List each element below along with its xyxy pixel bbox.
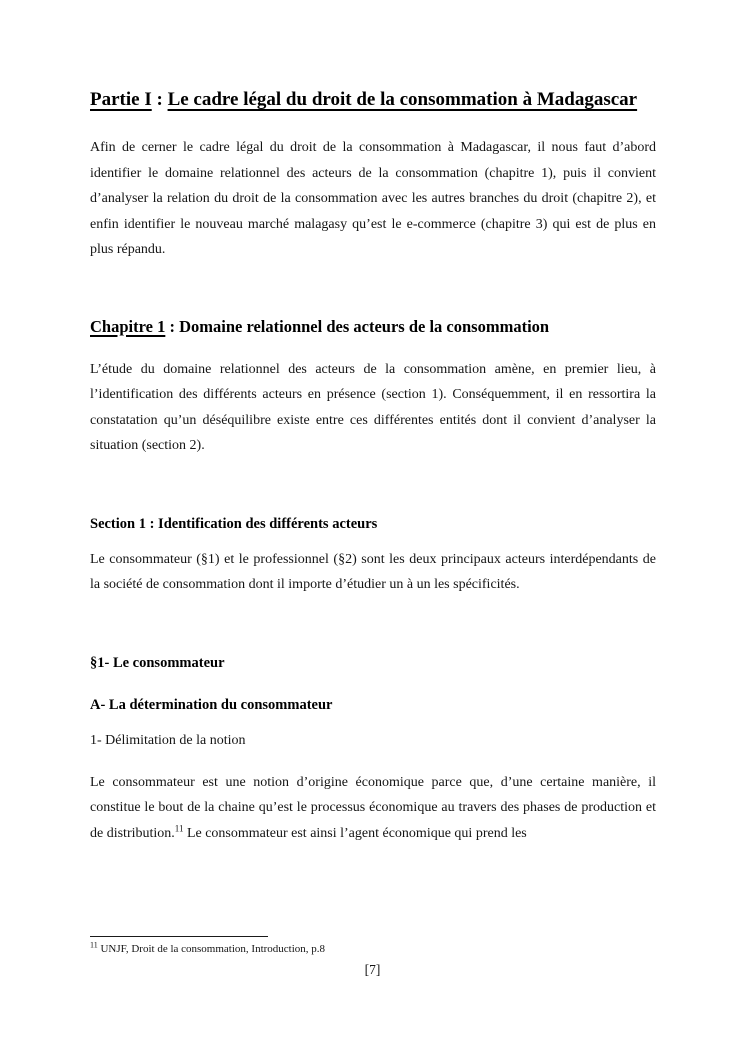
footnote-11-marker: 11 bbox=[90, 940, 98, 950]
chapter-1-title: : Domaine relationnel des acteurs de la consommation bbox=[165, 316, 550, 336]
footnote-separator-rule bbox=[90, 936, 268, 937]
footnote-reference-11: 11 bbox=[174, 822, 184, 833]
page-number: [7] bbox=[364, 962, 381, 977]
section-1-heading: Section 1 : Identification des différents acteurs bbox=[90, 515, 378, 532]
paragraph-1-heading: §1- Le consommateur bbox=[90, 654, 225, 671]
body-text-before-footnote: Le consommateur est une notion d’origine économique parce que, d’une certaine manière, il constitue le bout de la chaine qu’est le processus économique au travers des phases de production et de distribution. bbox=[90, 774, 656, 841]
title-main-text: Le cadre légal du droit de la consommation à Madagascar bbox=[167, 89, 638, 110]
intro-paragraph: Afin de cerner le cadre légal du droit de la consommation à Madagascar, il nous faut d’abord identifier le domaine relationnel des acteurs de la consommation (chapitre 1), puis il convient d’analyser la relation du droit de la consommation avec les autres branches du droit (chapitre 2), et enfin identifier le nouveau marché malagasy qu’est le e-commerce (chapitre 3) qui est de plus en plus répandu. bbox=[90, 140, 656, 257]
subheading-a: A- La détermination du consommateur bbox=[90, 696, 333, 713]
body-paragraph bbox=[90, 770, 656, 847]
chapter-1-paragraph: L’étude du domaine relationnel des acteurs de la consommation amène, en premier lieu, à l’identification des différents acteurs en présence (section 1). Conséquemment, il en ressortira la constatation qu’un déséquilibre existe entre ces différentes entités dont il convient d’analyser la situation (section 2). bbox=[90, 361, 656, 453]
footnote-11-text: UNJF, Droit de la consommation, Introduction, p.8 bbox=[97, 943, 326, 955]
page-title bbox=[90, 83, 656, 116]
title-separator: : bbox=[151, 89, 168, 110]
body-text-after-footnote: Le consommateur est ainsi l’agent économique qui prend les bbox=[183, 825, 527, 841]
chapter-1-label: Chapitre 1 bbox=[90, 316, 166, 336]
title-part-label: Partie I bbox=[90, 89, 152, 110]
section-1-paragraph: Le consommateur (§1) et le professionnel (§2) sont les deux principaux acteurs interdépendants de la société de consommation dont il importe d’étudier un à un les spécificités. bbox=[90, 551, 656, 592]
numbered-item-1: 1- Délimitation de la notion bbox=[90, 732, 246, 748]
chapter-1-heading bbox=[90, 313, 656, 340]
footnote-11 bbox=[90, 942, 656, 957]
footnote-area bbox=[90, 936, 656, 957]
